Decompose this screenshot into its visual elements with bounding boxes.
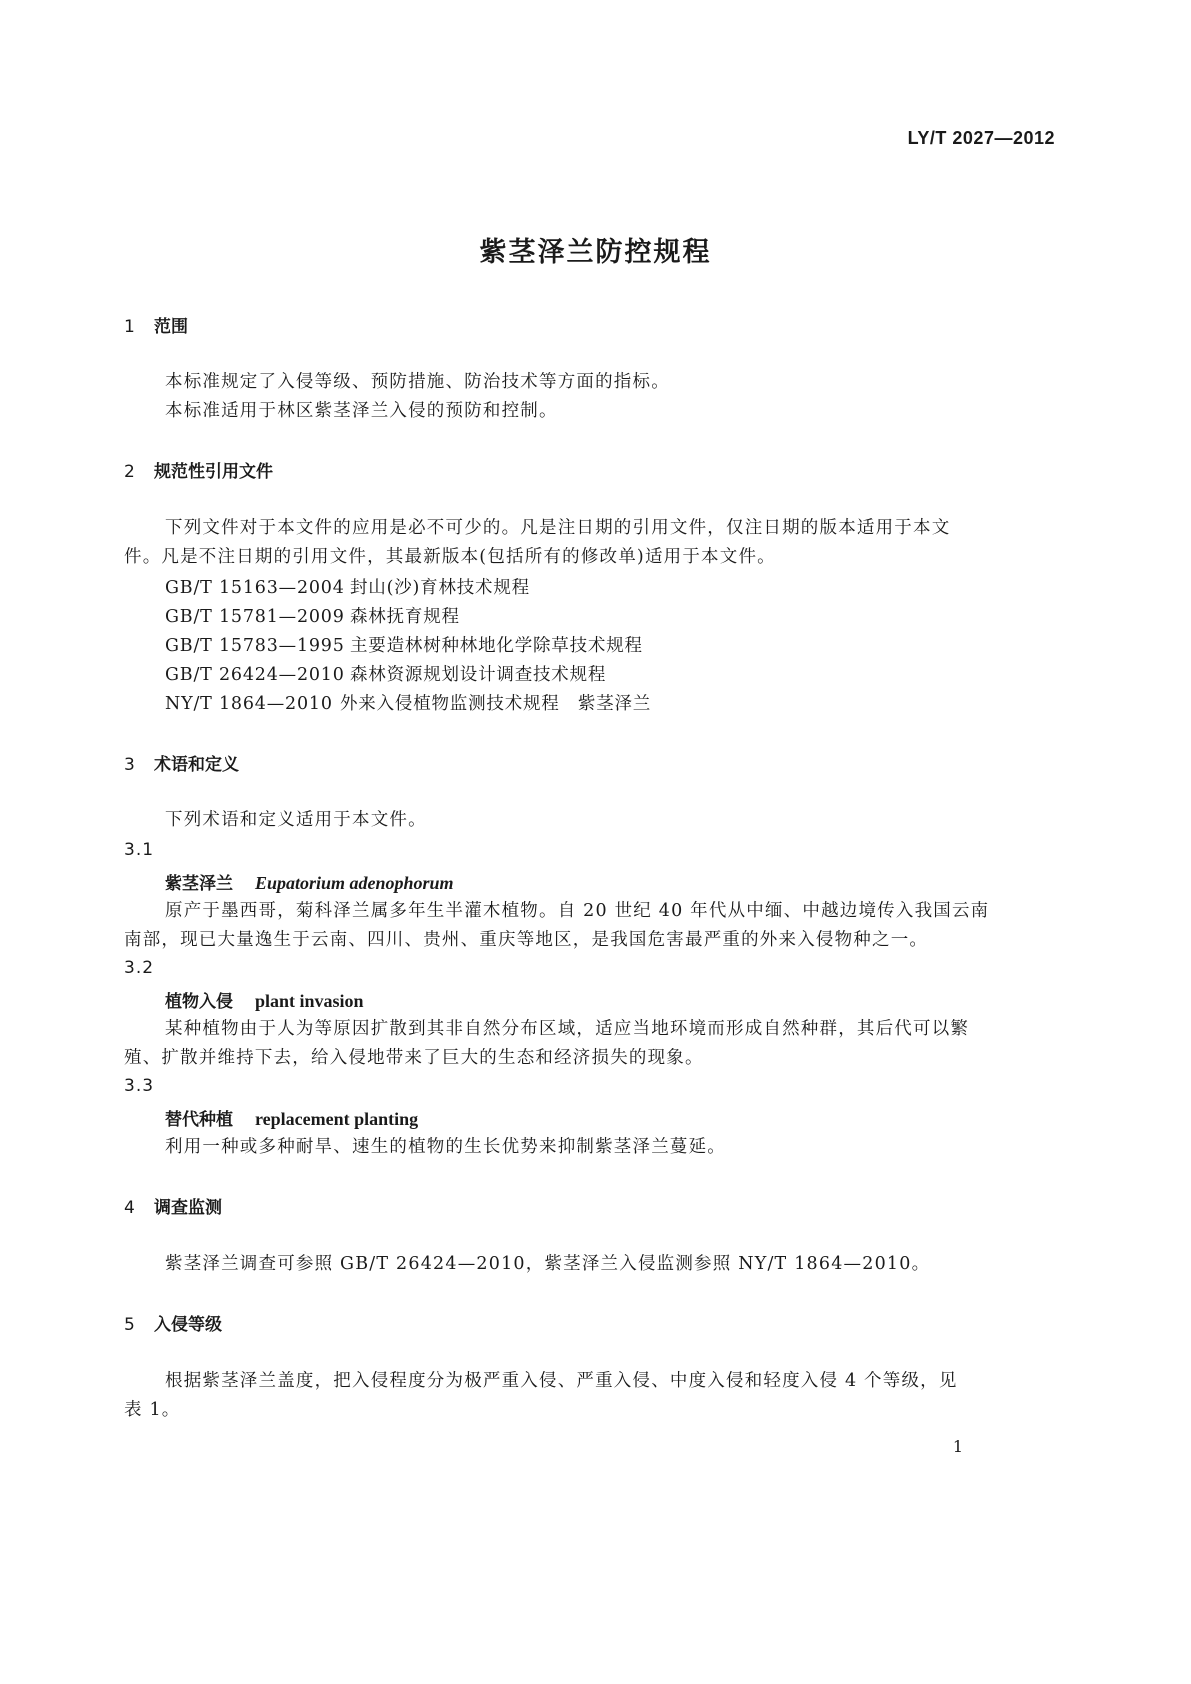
reference-title: 森林抚育规程	[350, 607, 460, 627]
term-entry	[165, 1105, 418, 1130]
section-4-heading	[124, 1193, 222, 1218]
term-english: plant invasion	[255, 991, 364, 1011]
page-number: 1	[952, 1437, 963, 1456]
reference-code: GB/T 26424—2010	[165, 665, 345, 685]
reference-title: 森林资源规划设计调查技术规程	[350, 665, 607, 685]
section-title: 入侵等级	[154, 1315, 222, 1335]
term-english: Eupatorium adenophorum	[255, 873, 454, 893]
reference-item	[165, 690, 651, 715]
section-number: 4	[124, 1198, 135, 1218]
paragraph: 本标准规定了入侵等级、预防措施、防治技术等方面的指标。	[165, 372, 670, 392]
definition-line: 南部，现已大量逸生于云南、四川、贵州、重庆等地区，是我国危害最严重的外来入侵物种之一。	[124, 930, 929, 950]
term-chinese: 替代种植	[165, 1110, 233, 1130]
subsection-number: 3.3	[124, 1076, 155, 1096]
paragraph-line: 表 1。	[124, 1400, 181, 1420]
definition-line: 原产于墨西哥，菊科泽兰属多年生半灌木植物。自 20 世纪 40 年代从中缅、中越边境传入我国云南	[165, 901, 990, 921]
reference-code: NY/T 1864—2010	[165, 694, 333, 714]
paragraph: 紫茎泽兰调查可参照 GB/T 26424—2010，紫茎泽兰入侵监测参照 NY/T 1864—2010。	[165, 1254, 931, 1274]
section-2-heading	[124, 457, 273, 482]
reference-code: GB/T 15163—2004	[165, 578, 345, 598]
paragraph: 下列术语和定义适用于本文件。	[165, 810, 427, 830]
definition-line: 利用一种或多种耐旱、速生的植物的生长优势来抑制紫茎泽兰蔓延。	[165, 1137, 726, 1157]
section-1-heading	[124, 312, 188, 337]
section-number: 3	[124, 755, 135, 775]
paragraph-line: 下列文件对于本文件的应用是必不可少的。凡是注日期的引用文件，仅注日期的版本适用于本文	[165, 518, 951, 538]
document-title: 紫茎泽兰防控规程	[479, 237, 712, 268]
paragraph-line: 根据紫茎泽兰盖度，把入侵程度分为极严重入侵、严重入侵、中度入侵和轻度入侵 4 个等级，见	[165, 1371, 958, 1391]
definition-line: 某种植物由于人为等原因扩散到其非自然分布区域，适应当地环境而形成自然种群，其后代可以繁	[165, 1019, 970, 1039]
reference-title: 外来入侵植物监测技术规程 紫茎泽兰	[340, 694, 652, 714]
subsection-number: 3.2	[124, 958, 155, 978]
reference-code: GB/T 15781—2009	[165, 607, 345, 627]
reference-title: 主要造林树种林地化学除草技术规程	[350, 636, 643, 656]
paragraph-line: 件。凡是不注日期的引用文件，其最新版本(包括所有的修改单)适用于本文件。	[124, 547, 776, 567]
section-title: 术语和定义	[154, 755, 239, 775]
section-title: 调查监测	[154, 1198, 222, 1218]
term-english: replacement planting	[255, 1109, 419, 1129]
standard-code: LY/T 2027—2012	[907, 128, 1055, 148]
term-entry	[165, 869, 454, 894]
term-entry	[165, 987, 364, 1012]
term-chinese: 植物入侵	[165, 992, 233, 1012]
reference-code: GB/T 15783—1995	[165, 636, 345, 656]
section-5-heading	[124, 1310, 222, 1335]
section-3-heading	[124, 750, 239, 775]
reference-title: 封山(沙)育林技术规程	[350, 578, 530, 598]
reference-item	[165, 632, 643, 657]
paragraph: 本标准适用于林区紫茎泽兰入侵的预防和控制。	[165, 401, 558, 421]
definition-line: 殖、扩散并维持下去，给入侵地带来了巨大的生态和经济损失的现象。	[124, 1048, 704, 1068]
term-chinese: 紫茎泽兰	[165, 874, 233, 894]
section-number: 1	[124, 317, 135, 337]
subsection-number: 3.1	[124, 840, 155, 860]
section-number: 2	[124, 462, 135, 482]
section-number: 5	[124, 1315, 135, 1335]
reference-item	[165, 574, 530, 599]
reference-item	[165, 603, 460, 628]
reference-item	[165, 661, 606, 686]
section-title: 规范性引用文件	[154, 462, 273, 482]
section-title: 范围	[154, 317, 188, 337]
